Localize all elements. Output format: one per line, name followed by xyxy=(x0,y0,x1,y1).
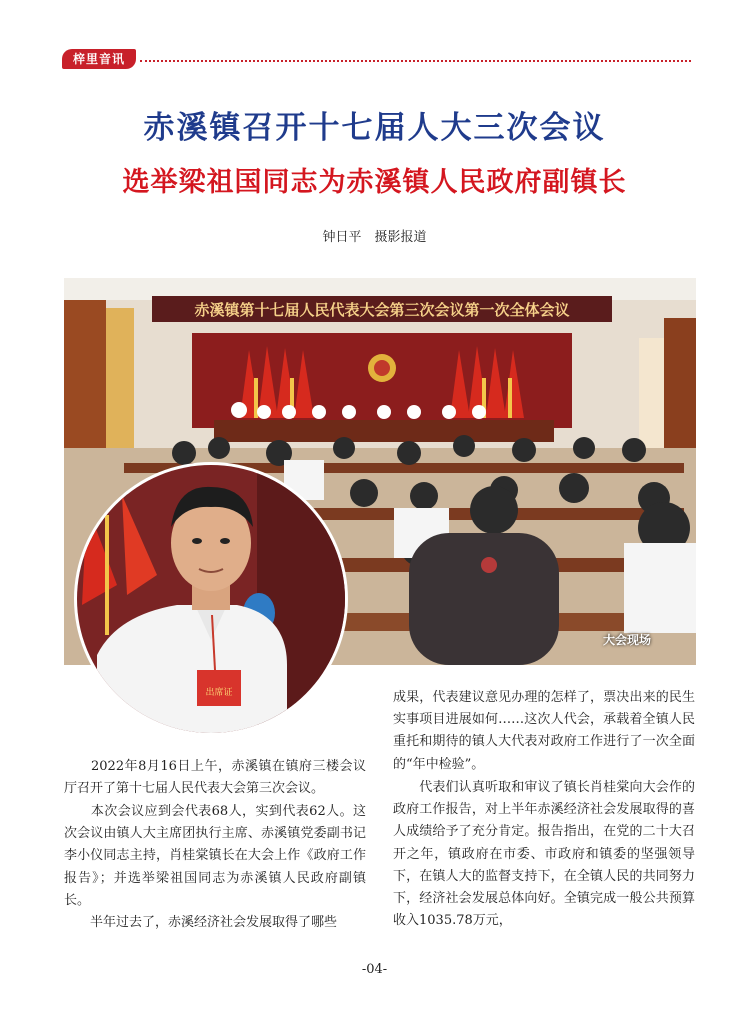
byline: 钟日平 摄影报道 xyxy=(322,230,427,245)
left-column-paragraph-1: 2022年8月16日上午，赤溪镇在镇府三楼会议厅召开了第十七届人民代表大会第三次会议。 xyxy=(64,759,366,797)
section-tag: 梓里音讯 xyxy=(62,49,136,69)
page-number: -04- xyxy=(361,962,388,977)
right-column-paragraph-2: 代表们认真听取和审议了镇长肖桂棠向大会作的政府工作报告，对上半年赤溪经济社会发展取得的喜人成绩给予了充分肯定。报告指出，在党的二十大召开之年，镇政府在市委、市政府和镇委的坚强领导下，在镇人大的监督支持下，在全镇人民的共同努力下，经济社会发展总体向好。全镇完成一般公共预算收入1035.78万元， xyxy=(393,780,695,929)
meeting-banner-text: 赤溪镇第十七届人民代表大会第三次会议第一次全体会议 xyxy=(194,301,570,319)
left-column-paragraph-2: 本次会议应到会代表68人，实到代表62人。这次会议由镇人大主席团执行主席、赤溪镇党委副书记李小仪同志主持，肖桂棠镇长在大会上作《政府工作报告》；并选举梁祖国同志为赤溪镇人民政府副镇长。 xyxy=(64,804,366,908)
portrait-photo xyxy=(77,465,345,733)
header-divider xyxy=(140,60,691,62)
delegate-badge-text: 出席证 xyxy=(205,688,233,698)
left-column-paragraph-3: 半年过去了，赤溪经济社会发展取得了哪些 xyxy=(64,915,338,930)
photo-caption: 大会现场 xyxy=(603,633,652,647)
article-title-main: 赤溪镇召开十七届人大三次会议 xyxy=(143,110,606,146)
article-title-sub: 选举梁祖国同志为赤溪镇人民政府副镇长 xyxy=(122,167,627,198)
right-column-paragraph-1: 成果，代表建议意见办理的怎样了，票决出来的民生实事项目进展如何……这次人代会，承载着全镇人民重托和期待的镇人大代表对政府工作进行了一次全面的“年中检验”。 xyxy=(393,690,695,772)
